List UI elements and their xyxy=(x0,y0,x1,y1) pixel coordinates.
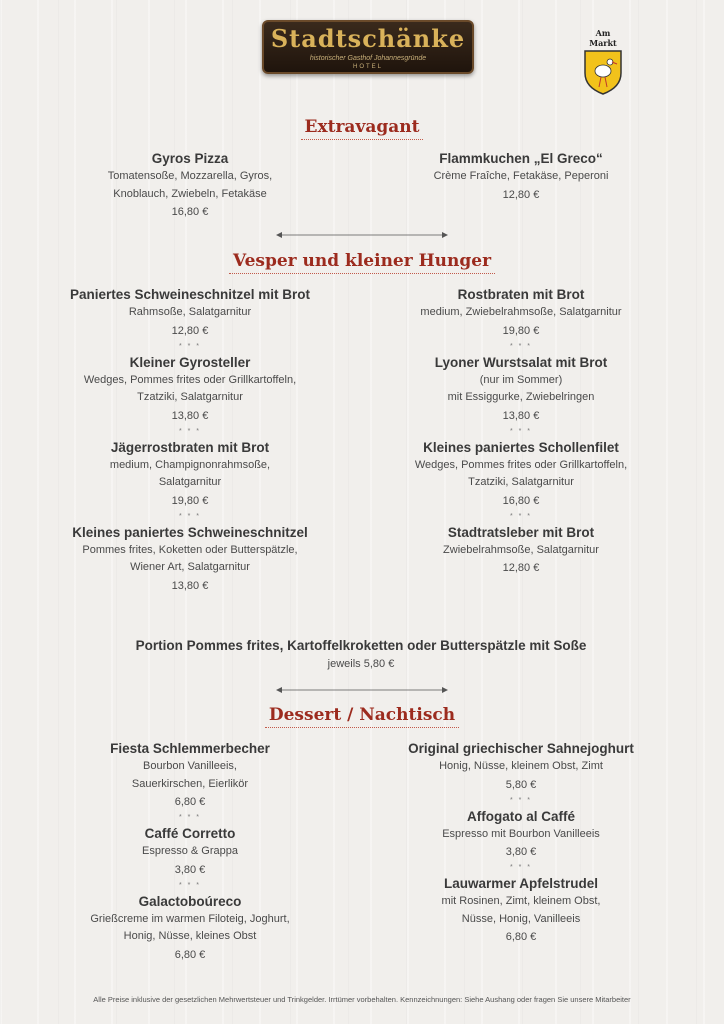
dish-description: Nüsse, Honig, Vanilleeis xyxy=(461,912,581,925)
dish-price: 6,80 € xyxy=(505,931,537,943)
dish-name: Affogato al Caffé xyxy=(467,808,575,824)
dish-name: Lyoner Wurstsalat mit Brot xyxy=(434,354,608,370)
item-separator: * * * xyxy=(509,796,533,804)
restaurant-logo xyxy=(262,20,474,74)
dish-price: 12,80 € xyxy=(502,562,540,574)
dish-description: Wedges, Pommes frites oder Grillkartoffeln, xyxy=(414,458,628,471)
logo-hotel: HOTEL xyxy=(352,64,383,70)
item-separator: * * * xyxy=(509,427,533,435)
menu-item xyxy=(60,740,320,811)
dish-description: Sauerkirschen, Eierlikör xyxy=(131,777,249,790)
stork-crest-icon xyxy=(583,49,623,95)
vesper-left-column xyxy=(60,286,320,595)
dish-description: medium, Zwiebelrahmsoße, Salatgarnitur xyxy=(420,306,622,318)
menu-item xyxy=(60,286,320,340)
menu-item xyxy=(390,808,652,862)
dish-description: mit Rosinen, Zimt, kleinem Obst, xyxy=(441,895,601,907)
dish-description: Salatgarnitur xyxy=(158,476,222,488)
dish-description: Grießcreme im warmen Filoteig, Joghurt, xyxy=(90,912,290,925)
dish-name: Galactoboúreco xyxy=(138,893,242,909)
menu-item xyxy=(390,354,652,425)
dish-name: Gyros Pizza xyxy=(151,151,229,166)
item-separator: * * * xyxy=(178,881,202,889)
menu-item xyxy=(390,439,652,510)
item-separator: * * * xyxy=(178,342,202,350)
dish-name: Lauwarmer Apfelstrudel xyxy=(443,876,599,891)
dish-description: mit Essiggurke, Zwiebelringen xyxy=(447,391,595,403)
dish-name: Kleines paniertes Schweineschnitzel xyxy=(72,524,308,540)
menu-item xyxy=(60,150,320,221)
dish-price: 13,80 € xyxy=(171,579,209,592)
dish-price: 19,80 € xyxy=(502,324,540,337)
item-separator: * * * xyxy=(509,512,533,520)
dish-name: Kleiner Gyrosteller xyxy=(129,354,251,370)
dish-price: 12,80 € xyxy=(502,188,540,201)
dish-description: Tzatziki, Salatgarnitur xyxy=(137,391,243,403)
menu-item xyxy=(390,150,652,204)
dish-price: 13,80 € xyxy=(171,409,209,422)
section-title-extravagant: Extravagant xyxy=(0,116,724,138)
dish-price: 13,80 € xyxy=(502,409,540,422)
extravagant-right-column xyxy=(390,150,652,204)
menu-item xyxy=(60,825,320,879)
dish-name: Kleines paniertes Schollenfilet xyxy=(423,439,619,455)
logo-title: Stadtschänke xyxy=(270,24,466,53)
menu-item xyxy=(60,439,320,510)
item-separator: * * * xyxy=(178,427,202,435)
item-separator: * * * xyxy=(178,814,202,821)
crest-logo xyxy=(582,28,624,86)
dish-description: Crème Fraîche, Fetakäse, Peperoni xyxy=(433,170,609,182)
extravagant-left-column xyxy=(60,150,320,221)
logo-subtitle: historischer Gasthof Johannesgründe xyxy=(309,55,427,62)
vesper-right-column xyxy=(390,286,652,577)
menu-item xyxy=(390,875,652,946)
dish-description: Wiener Art, Salatgarnitur xyxy=(130,561,250,573)
dish-name: Caffé Corretto xyxy=(144,826,236,841)
dish-description: Pommes frites, Koketten oder Butterspätzle, xyxy=(82,543,298,556)
dish-name: Flammkuchen „El Greco“ xyxy=(439,151,603,166)
crest-label: Am Markt xyxy=(589,28,617,48)
dish-description: Tzatziki, Salatgarnitur xyxy=(468,476,574,488)
dessert-left-column xyxy=(60,740,320,964)
dish-name: Stadtratsleber mit Brot xyxy=(447,524,595,540)
dish-description: Knoblauch, Zwiebeln, Fetakäse xyxy=(113,187,267,200)
dish-price: 6,80 € xyxy=(174,948,206,961)
dish-name: Portion Pommes frites, Kartoffelkroketten oder Butterspätzle mit Soße xyxy=(135,638,587,653)
side-dish-item xyxy=(60,637,662,673)
dish-description: Rahmsoße, Salatgarnitur xyxy=(128,306,252,318)
dish-description: (nur im Sommer) xyxy=(479,373,563,386)
dish-description: Wedges, Pommes frites oder Grillkartoffeln, xyxy=(83,373,297,386)
dish-description: Espresso & Grappa xyxy=(142,845,238,857)
dish-description: Espresso mit Bourbon Vanilleeis xyxy=(442,827,600,840)
item-separator: * * * xyxy=(509,342,533,350)
dish-price: jeweils 5,80 € xyxy=(327,658,395,670)
dish-name: Rostbraten mit Brot xyxy=(457,287,585,302)
menu-item xyxy=(390,524,652,578)
menu-item xyxy=(60,893,320,964)
dish-price: 16,80 € xyxy=(502,494,540,507)
item-separator: * * * xyxy=(509,864,533,871)
dish-name: Fiesta Schlemmerbecher xyxy=(110,741,270,756)
dish-name: Jägerrostbraten mit Brot xyxy=(110,439,270,455)
menu-item xyxy=(60,354,320,425)
dish-price: 16,80 € xyxy=(171,206,209,218)
dish-description: medium, Champignonrahmsoße, xyxy=(109,458,271,471)
dish-price: 5,80 € xyxy=(505,778,537,791)
dish-description: Zwiebelrahmsoße, Salatgarnitur xyxy=(443,543,599,556)
dessert-right-column xyxy=(390,740,652,946)
menu-item xyxy=(390,740,652,794)
ornament-divider xyxy=(276,230,448,240)
dish-price: 19,80 € xyxy=(171,494,209,507)
ornament-divider xyxy=(276,685,448,695)
item-separator: * * * xyxy=(178,512,202,520)
section-title-vesper: Vesper und kleiner Hunger xyxy=(0,250,724,272)
dish-name: Paniertes Schweineschnitzel mit Brot xyxy=(69,287,311,302)
dish-description: Honig, Nüsse, kleinem Obst, Zimt xyxy=(439,760,603,772)
dish-price: 3,80 € xyxy=(505,846,537,858)
dish-description: Honig, Nüsse, kleines Obst xyxy=(123,930,257,942)
menu-item xyxy=(60,524,320,595)
menu-item xyxy=(390,286,652,340)
footer-note: Alle Preise inklusive der gesetzlichen Mehrwertsteuer und Trinkgelder. Irrtümer vorbehalten. Kennzeichnungen: Siehe Aushang oder fragen Sie unsere Mitarbeiter xyxy=(93,995,631,1004)
dish-description: Bourbon Vanilleeis, xyxy=(143,760,237,772)
dish-price: 3,80 € xyxy=(174,863,206,876)
dish-price: 12,80 € xyxy=(171,324,209,337)
dish-price: 6,80 € xyxy=(174,796,206,808)
section-title-dessert: Dessert / Nachtisch xyxy=(0,704,724,726)
dish-description: Tomatensoße, Mozzarella, Gyros, xyxy=(107,170,273,182)
dish-name: Original griechischer Sahnejoghurt xyxy=(408,741,634,756)
